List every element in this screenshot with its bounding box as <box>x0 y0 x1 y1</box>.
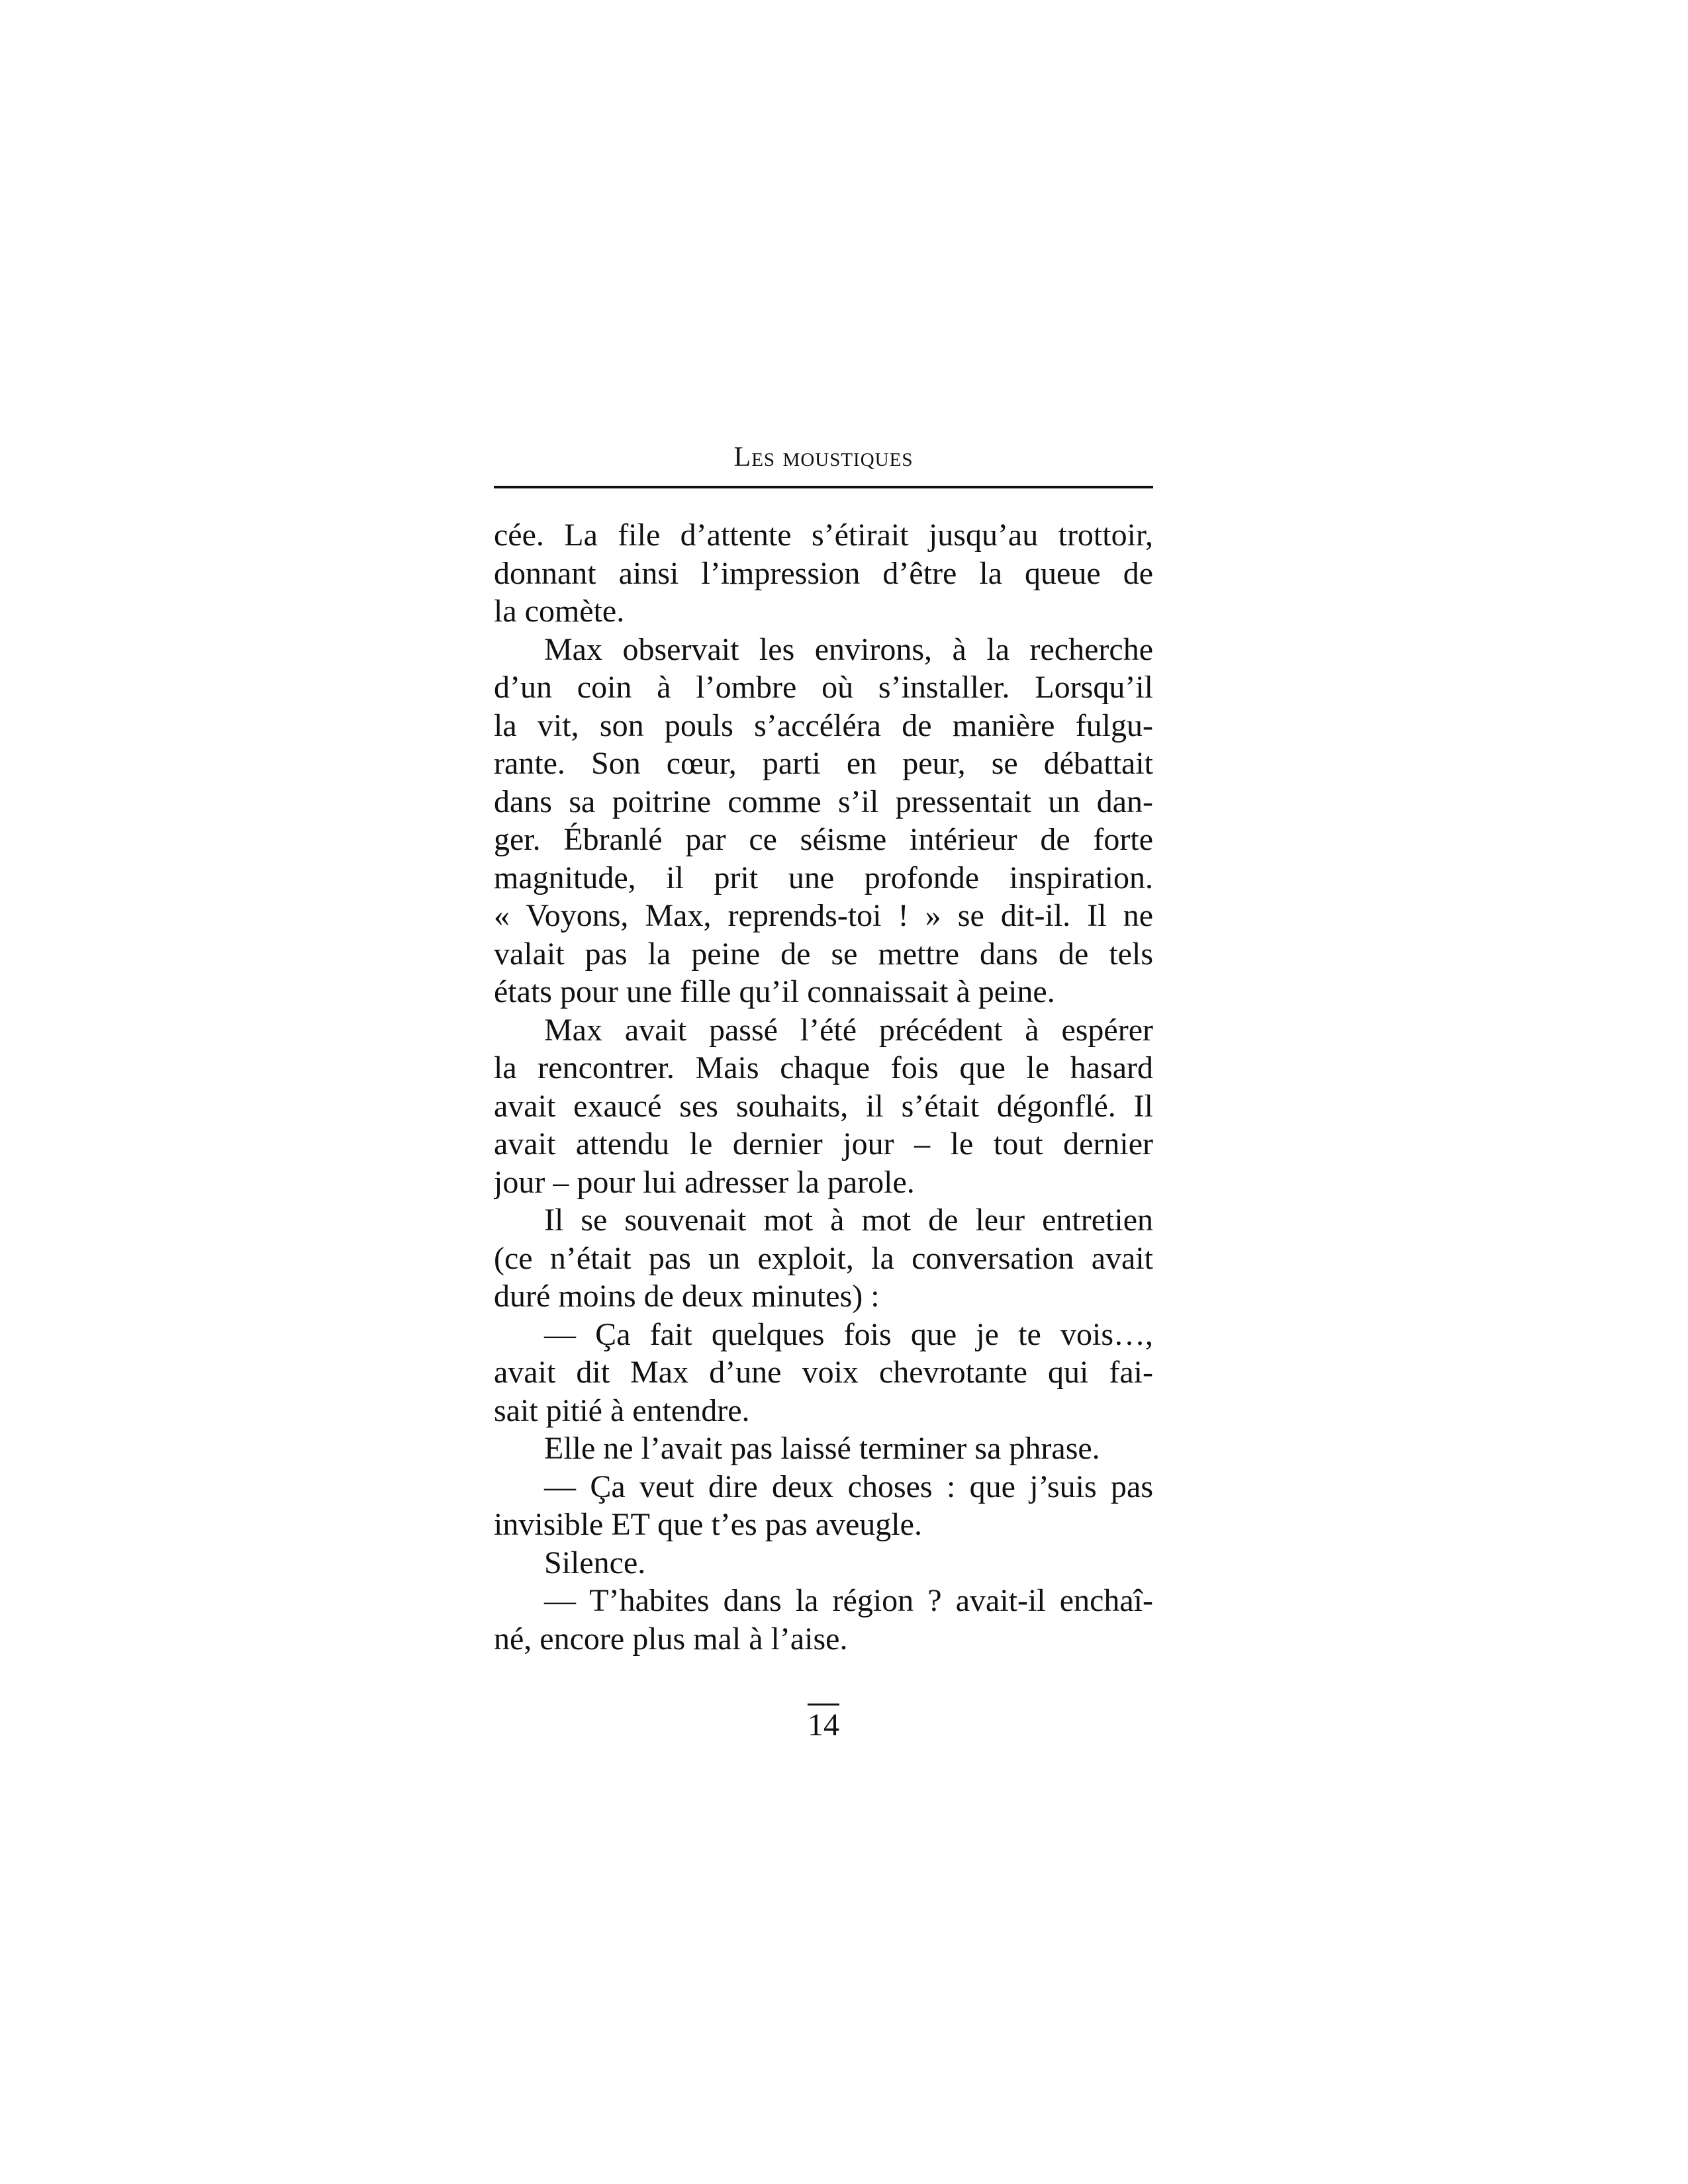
text-line: donnant ainsi l’impression d’être la queue de <box>494 555 1153 591</box>
text-line: valait pas la peine de se mettre dans de tels <box>494 936 1153 972</box>
text-line: Il se souvenait mot à mot de leur entretien <box>544 1203 1153 1238</box>
running-title: Les moustiques <box>733 442 914 473</box>
text-line: Elle ne l’avait pas laissé terminer sa phrase. <box>544 1431 1100 1466</box>
text-line: la comète. <box>494 594 625 629</box>
text-line: la rencontrer. Mais chaque fois que le hasard <box>494 1050 1153 1085</box>
folio-rule <box>808 1704 839 1706</box>
text-line: la vit, son pouls s’accéléra de manière fulgu- <box>494 707 1153 743</box>
running-head <box>494 441 1153 488</box>
text-line: Max avait passé l’été précédent à espérer <box>544 1012 1153 1048</box>
text-line: — Ça veut dire deux choses : que j’suis pas <box>544 1469 1153 1504</box>
text-line: (ce n’était pas un exploit, la conversation avait <box>494 1240 1153 1276</box>
text-line: avait exaucé ses souhaits, il s’était dégonflé. Il <box>494 1088 1153 1124</box>
folio <box>784 1704 863 1743</box>
text-line: ger. Ébranlé par ce séisme intérieur de forte <box>494 822 1153 857</box>
body-text <box>494 516 1153 1658</box>
text-line: — T’habites dans la région ? avait-il enchaî- <box>544 1583 1153 1618</box>
text-line: « Voyons, Max, reprends-toi ! » se dit-il. Il ne <box>494 898 1153 933</box>
text-line: Silence. <box>544 1545 646 1580</box>
text-line: cée. La file d’attente s’étirait jusqu’au trottoir, <box>494 518 1153 553</box>
text-line: jour – pour lui adresser la parole. <box>494 1164 915 1200</box>
text-line: — Ça fait quelques fois que je te vois…, <box>544 1316 1153 1352</box>
text-line: magnitude, il prit une profonde inspiration. <box>494 860 1153 895</box>
text-line: états pour une fille qu’il connaissait à peine. <box>494 974 1055 1009</box>
text-line: rante. Son cœur, parti en peur, se débattait <box>494 746 1153 781</box>
text-line: sait pitié à entendre. <box>494 1392 750 1428</box>
page-number: 14 <box>808 1707 839 1743</box>
text-line: né, encore plus mal à l’aise. <box>494 1621 848 1657</box>
text-line: avait attendu le dernier jour – le tout dernier <box>494 1126 1153 1161</box>
text-line: avait dit Max d’une voix chevrotante qui fai- <box>494 1355 1153 1390</box>
text-line: duré moins de deux minutes) : <box>494 1279 880 1314</box>
text-line: Max observait les environs, à la recherche <box>544 631 1153 667</box>
text-line: invisible ET que t’es pas aveugle. <box>494 1507 922 1542</box>
text-line: dans sa poitrine comme s’il pressentait un dan- <box>494 784 1153 819</box>
text-line: d’un coin à l’ombre où s’installer. Lorsqu’il <box>494 670 1153 705</box>
